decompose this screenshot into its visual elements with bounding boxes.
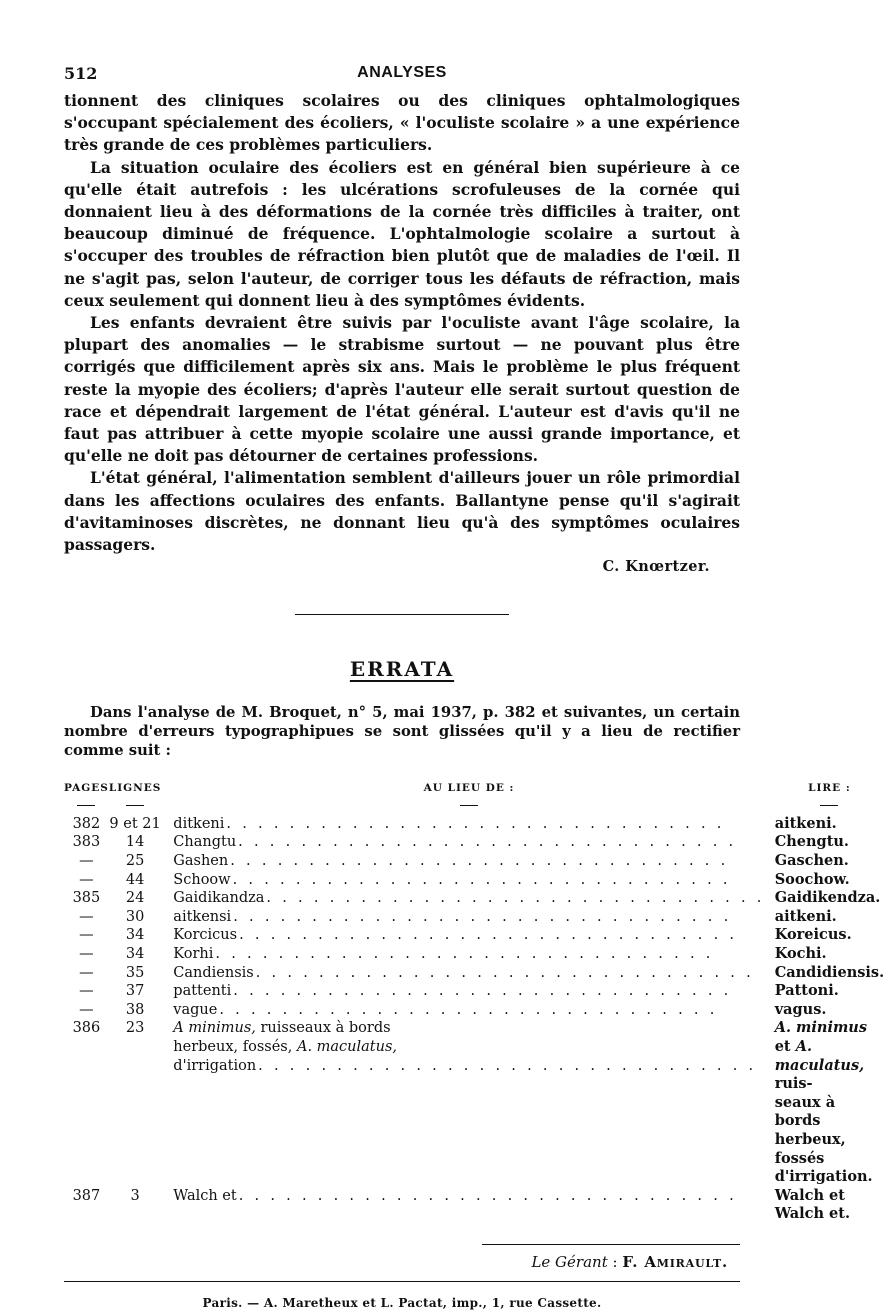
leader-dots: . . . . . . . . . . . . . . . . . . . . . . . . . . . . . . . . — [266, 890, 765, 907]
cell-lire: Koreicus. — [774, 926, 852, 944]
au-lieu-text: Walch et — [173, 1187, 237, 1204]
table-row — [64, 945, 884, 964]
au-lieu-text: ditkeni — [173, 815, 225, 832]
cell-au-lieu — [161, 926, 764, 945]
cell-ligne: 9 et 21 — [109, 815, 161, 832]
leader-line — [173, 815, 764, 834]
leader-dots: . . . . . . . . . . . . . . . . . . . . . . . . . . . . . . . . — [258, 1057, 757, 1074]
cell-au-lieu — [161, 1187, 764, 1224]
au-lieu-text: Gashen — [173, 853, 229, 870]
lire-text: ruis- — [774, 1075, 813, 1093]
table-row — [64, 964, 884, 983]
au-lieu-text: vague — [173, 1001, 218, 1018]
paragraph: tionnent des cliniques scolaires ou des cliniques ophtalmologiques s'occupant spécialement des écoliers, « l'oculiste scolaire » a une expérience très grande de ces problèmes particuliers. — [64, 91, 740, 155]
leader-line — [173, 889, 764, 908]
signature-rule — [482, 1244, 740, 1245]
species-name: A. minimus — [774, 1019, 867, 1037]
cell-ligne: 38 — [125, 1001, 145, 1018]
running-head — [64, 60, 740, 90]
table-row — [64, 815, 884, 834]
leader-dots: . . . . . . . . . . . . . . . . . . . . . . . . . . . . . . . . — [239, 927, 738, 944]
cell-au-lieu — [161, 815, 764, 834]
cell-ligne: 34 — [125, 946, 145, 963]
dash-mark — [820, 805, 838, 806]
page-number: 512 — [64, 64, 98, 83]
cell-au-lieu — [161, 945, 764, 964]
cell-ligne: 44 — [125, 871, 145, 888]
au-lieu-text: Schoow — [173, 871, 231, 888]
gerant-label: Le Gérant — [531, 1252, 608, 1271]
cell-ligne: 25 — [125, 853, 145, 870]
cell-au-lieu — [161, 871, 764, 890]
cell-ligne: 23 — [125, 1020, 145, 1037]
leader-dots: . . . . . . . . . . . . . . . . . . . . . . . . . . . . . . . . — [233, 983, 732, 1000]
cell-au-lieu — [161, 833, 764, 852]
cell-lire: Pattoni. — [774, 982, 839, 1000]
leader-dots: . . . . . . . . . . . . . . . . . . . . . . . . . . . . . . . . — [238, 1187, 737, 1204]
cell-au-lieu — [161, 982, 764, 1001]
leader-dots: . . . . . . . . . . . . . . . . . . . . . . . . . . . . . . . . — [215, 946, 714, 963]
cell-page: — — [79, 964, 94, 981]
cell-lire: Gaidikendza. — [774, 889, 881, 907]
dash-mark — [77, 805, 95, 806]
cell-page: — — [79, 983, 94, 1000]
cell-page: 383 — [72, 834, 101, 851]
table-row — [64, 1019, 884, 1186]
cell-lire: aitkeni. — [774, 907, 837, 925]
section-divider — [295, 614, 509, 615]
species-name: A minimus, — [173, 1020, 256, 1037]
au-lieu-line — [173, 1038, 764, 1057]
errata-title: ERRATA — [349, 657, 455, 682]
cell-page: 382 — [72, 815, 101, 832]
analysis-body — [64, 90, 740, 578]
cell-au-lieu — [161, 908, 764, 927]
species-name: A. maculatus, — [774, 1037, 865, 1074]
document-page — [64, 60, 884, 1310]
leader-line — [173, 908, 764, 927]
table-row — [64, 908, 884, 927]
cell-au-lieu — [161, 852, 764, 871]
cell-lire — [765, 1019, 884, 1186]
au-lieu-text: Korhi — [173, 946, 214, 963]
cell-ligne: 37 — [125, 983, 145, 1000]
col-au-lieu: AU LIEU DE : — [423, 782, 515, 795]
cell-lire: Candidiensis. — [774, 963, 884, 981]
table-row — [64, 852, 884, 871]
gerant-separator: : — [607, 1252, 623, 1271]
cell-page: — — [79, 853, 94, 870]
table-row — [64, 1001, 884, 1020]
leader-dots: . . . . . . . . . . . . . . . . . . . . . . . . . . . . . . . . — [219, 1001, 718, 1018]
errata-table — [64, 782, 884, 1224]
paragraph: La situation oculaire des écoliers est en général bien supérieure à ce qu'elle était autrefois : les ulcérations scrofuleuses de la cornée qui donnaient lieu à des déformations de la cornée très difficiles à traiter, ont beaucoup diminué de fréquence. L'ophtalmologie scolaire a surtout à s'occuper des troubles de réfraction bien plutôt que de maladies de l'œil. Il ne s'agit pas, selon l'auteur, de corriger tous les défauts de réfraction, mais ceux seulement qui donnent lieu à des symptômes évidents. — [64, 157, 740, 310]
au-lieu-text: d'irrigation — [173, 1057, 257, 1074]
cell-lire: Walch et Walch et. — [774, 1186, 851, 1223]
errata-intro: Dans l'analyse de M. Broquet, n° 5, mai 1937, p. 382 et suivantes, un certain nombre d'erreurs typographipues se sont glissées qu'il y a lieu de rectifier comme suit : — [64, 704, 740, 760]
leader-dots: . . . . . . . . . . . . . . . . . . . . . . . . . . . . . . . . — [230, 853, 729, 870]
leader-line — [173, 926, 764, 945]
cell-page: 387 — [72, 1187, 101, 1204]
gerant-line — [64, 1253, 728, 1271]
author-signature: C. Knœrtzer. — [602, 558, 710, 576]
cell-au-lieu — [161, 1019, 764, 1186]
leader-line — [173, 833, 764, 852]
cell-lire: vagus. — [774, 1000, 827, 1018]
paragraph: L'état général, l'alimentation semblent d'ailleurs jouer un rôle primordial dans les affections oculaires des enfants. Ballantyne pense qu'il s'agirait d'avitaminoses discrètes, ne donnant lieu qu'à des symptômes oculaires passagers. — [64, 468, 740, 555]
leader-line — [173, 871, 764, 890]
cell-page: 386 — [72, 1020, 101, 1037]
paragraph: Les enfants devraient être suivis par l'oculiste avant l'âge scolaire, la plupart des anomalies — le strabisme surtout — ne pouvant plus être corrigés que difficilement après six ans. Mais le problème le plus fréquent reste la myopie des écoliers; d'après l'auteur elle serait surtout question de race et dépendrait largement de l'état général. L'auteur est d'avis qu'il ne faut pas attribuer à cette myopie scolaire une aussi grande importance, et qu'elle ne doit pas détourner de certaines professions. — [64, 313, 740, 466]
leader-line — [173, 1057, 764, 1076]
leader-line — [173, 852, 764, 871]
au-lieu-text: Gaidikandza — [173, 890, 265, 907]
gerant-name: F. Amirault. — [622, 1252, 728, 1271]
cell-ligne: 3 — [130, 1187, 140, 1204]
col-lire: LIRE : — [808, 782, 851, 795]
footer-rule — [64, 1281, 740, 1282]
cell-page: — — [79, 927, 94, 944]
leader-dots: . . . . . . . . . . . . . . . . . . . . . . . . . . . . . . . . — [255, 964, 755, 981]
cell-au-lieu — [161, 964, 764, 983]
col-lignes: LIGNES — [108, 782, 162, 795]
table-row — [64, 982, 884, 1001]
au-lieu-text: ruisseaux à bords — [255, 1020, 391, 1037]
table-row — [64, 1187, 884, 1224]
cell-page: — — [79, 946, 94, 963]
leader-line — [173, 945, 764, 964]
leader-dots: . . . . . . . . . . . . . . . . . . . . . . . . . . . . . . . . — [226, 815, 725, 832]
leader-dots: . . . . . . . . . . . . . . . . . . . . . . . . . . . . . . . . — [232, 871, 731, 888]
imprint-line: Paris. — A. Maretheux et L. Pactat, imp., 1, rue Cassette. — [202, 1295, 602, 1310]
cell-page: — — [79, 908, 94, 925]
species-name: A. maculatus, — [296, 1038, 398, 1055]
cell-lire: Gaschen. — [774, 852, 849, 870]
leader-line — [173, 1001, 764, 1020]
col-pages: PAGES — [64, 782, 109, 795]
table-row — [64, 926, 884, 945]
lire-line — [775, 1019, 884, 1093]
cell-page: — — [79, 1001, 94, 1018]
cell-lire: Soochow. — [774, 870, 850, 888]
cell-ligne: 24 — [125, 890, 145, 907]
header-dash-row — [64, 796, 884, 815]
leader-dots: . . . . . . . . . . . . . . . . . . . . . . . . . . . . . . . . — [233, 908, 732, 925]
cell-au-lieu — [161, 1001, 764, 1020]
au-lieu-text: Korcicus — [173, 927, 238, 944]
cell-ligne: 14 — [125, 834, 145, 851]
cell-page: 385 — [72, 890, 101, 907]
leader-line — [173, 1187, 764, 1206]
cell-lire: Chengtu. — [774, 833, 849, 851]
table-row — [64, 871, 884, 890]
dash-mark — [460, 805, 478, 806]
au-lieu-text: Changtu — [173, 834, 237, 851]
leader-line — [173, 982, 764, 1001]
leader-line — [173, 964, 764, 983]
running-title: ANALYSES — [357, 64, 447, 81]
au-lieu-text: aitkensi — [173, 908, 232, 925]
au-lieu-text: herbeux, fossés, — [173, 1038, 297, 1055]
cell-ligne: 35 — [125, 964, 145, 981]
cell-ligne: 30 — [125, 908, 145, 925]
dash-mark — [126, 805, 144, 806]
au-lieu-text: Candiensis — [173, 964, 254, 981]
cell-ligne: 34 — [125, 927, 145, 944]
table-row — [64, 889, 884, 908]
table-row — [64, 833, 884, 852]
leader-dots: . . . . . . . . . . . . . . . . . . . . . . . . . . . . . . . . — [238, 834, 737, 851]
cell-lire: Kochi. — [774, 945, 827, 963]
cell-page: — — [79, 871, 94, 888]
au-lieu-text: pattenti — [173, 983, 232, 1000]
cell-au-lieu — [161, 889, 764, 908]
cell-lire: aitkeni. — [774, 814, 837, 832]
lire-line: seaux à bords herbeux, fossés — [774, 1093, 846, 1167]
lire-line: d'irrigation. — [774, 1168, 873, 1186]
lire-text: et — [774, 1037, 796, 1055]
au-lieu-line — [173, 1019, 764, 1038]
table-header-row — [64, 782, 884, 796]
